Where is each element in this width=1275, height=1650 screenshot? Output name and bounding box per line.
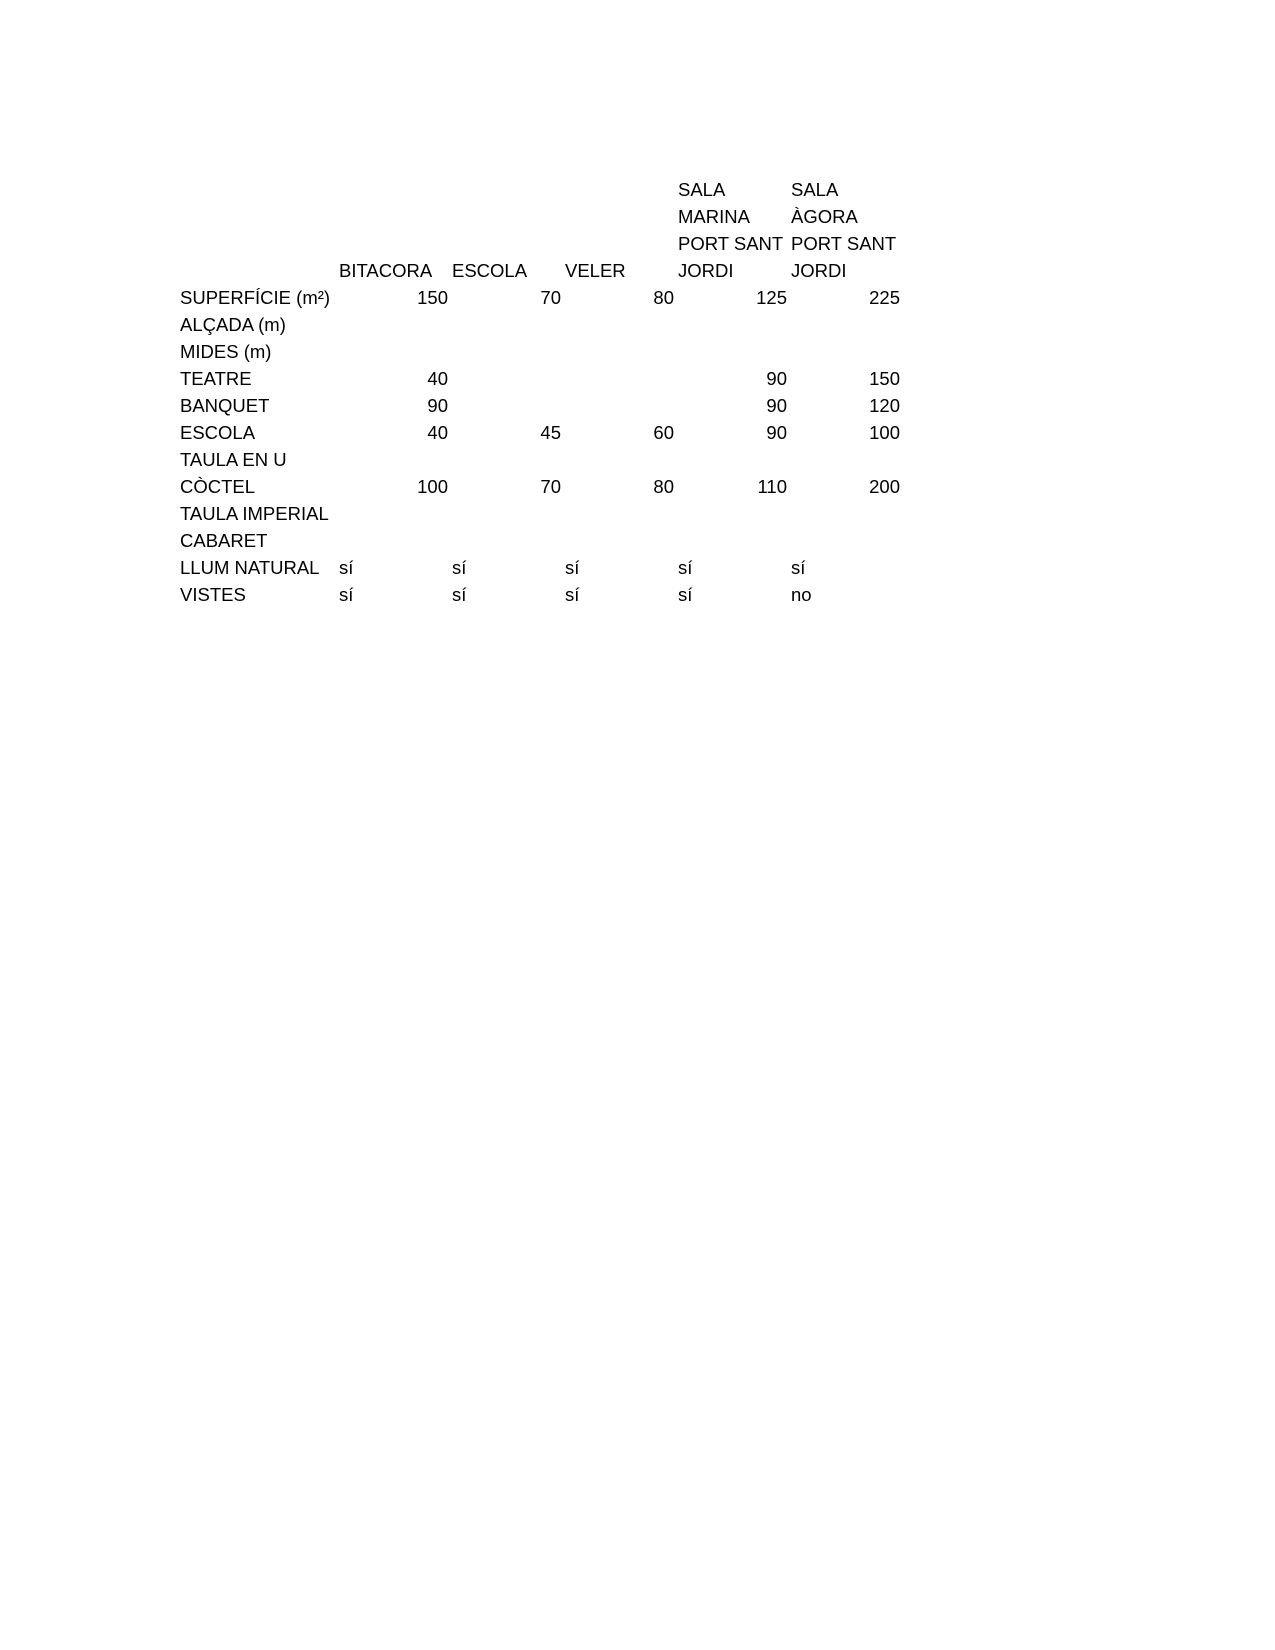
table-row — [180, 419, 904, 446]
table-cell — [791, 500, 904, 527]
table-cell: 70 — [540, 476, 561, 497]
table-cell: 90 — [427, 395, 448, 416]
table-row — [180, 581, 904, 608]
table-cell — [339, 338, 452, 365]
table-cell: sí — [565, 584, 580, 605]
column-header-line: PORT SANT — [678, 233, 784, 254]
table-cell: 125 — [756, 287, 787, 308]
table-cell — [452, 311, 565, 338]
table-cell — [452, 500, 565, 527]
column-header-line: ÀGORA — [791, 206, 858, 227]
row-label: TAULA EN U — [180, 449, 287, 470]
row-label: TAULA IMPERIAL — [180, 503, 329, 524]
table-row — [180, 338, 904, 365]
table-cell: sí — [339, 557, 354, 578]
table-cell: sí — [791, 557, 806, 578]
table-cell — [565, 446, 678, 473]
row-label: ESCOLA — [180, 422, 256, 443]
table-cell — [452, 527, 565, 554]
table-body — [180, 284, 904, 608]
table-cell: 100 — [869, 422, 900, 443]
column-header-line: PORT SANT — [791, 233, 897, 254]
table-cell — [339, 500, 452, 527]
table-cell: 40 — [427, 368, 448, 389]
table-cell — [791, 527, 904, 554]
table-cell — [565, 365, 678, 392]
table-cell — [565, 311, 678, 338]
table-cell — [791, 446, 904, 473]
row-label: VISTES — [180, 584, 246, 605]
table-cell — [452, 338, 565, 365]
table-cell: 90 — [766, 368, 787, 389]
table-cell — [339, 446, 452, 473]
table-row — [180, 527, 904, 554]
spreadsheet-page — [180, 176, 904, 608]
table-cell — [791, 311, 904, 338]
table-cell — [678, 338, 791, 365]
row-label: MIDES (m) — [180, 341, 272, 362]
table-cell — [452, 365, 565, 392]
column-header-line: ESCOLA — [452, 260, 528, 281]
header-row — [180, 176, 904, 284]
corner-cell — [180, 176, 339, 284]
table-row — [180, 311, 904, 338]
column-header-line: SALA — [791, 179, 839, 200]
column-header-line: BITACORA — [339, 260, 433, 281]
column-header-line: JORDI — [678, 260, 734, 281]
column-header-line: JORDI — [791, 260, 847, 281]
table-cell: 45 — [540, 422, 561, 443]
table-cell: 120 — [869, 395, 900, 416]
table-cell: sí — [452, 584, 467, 605]
table-cell — [791, 338, 904, 365]
table-cell: 80 — [653, 287, 674, 308]
table-cell: 200 — [869, 476, 900, 497]
rooms-capacity-table — [180, 176, 904, 608]
row-label: CÒCTEL — [180, 476, 256, 497]
table-cell: 110 — [757, 476, 787, 497]
column-header — [339, 176, 452, 284]
column-header — [565, 176, 678, 284]
table-cell: sí — [678, 557, 693, 578]
table-cell: 100 — [417, 476, 448, 497]
table-cell: sí — [565, 557, 580, 578]
table-cell: sí — [339, 584, 354, 605]
table-cell — [565, 338, 678, 365]
table-cell — [452, 446, 565, 473]
table-cell — [565, 527, 678, 554]
table-cell — [678, 500, 791, 527]
table-cell: 60 — [653, 422, 674, 443]
table-row — [180, 500, 904, 527]
table-cell: 150 — [869, 368, 900, 389]
table-cell — [678, 446, 791, 473]
table-cell — [678, 311, 791, 338]
table-cell — [452, 392, 565, 419]
table-cell: 70 — [540, 287, 561, 308]
table-cell: 225 — [869, 287, 900, 308]
column-header — [678, 176, 791, 284]
table-cell — [565, 500, 678, 527]
table-cell: 150 — [417, 287, 448, 308]
row-label: SUPERFÍCIE (m²) — [180, 287, 331, 308]
table-cell: sí — [452, 557, 467, 578]
table-cell — [339, 527, 452, 554]
column-header — [452, 176, 565, 284]
table-cell: no — [791, 584, 812, 605]
row-label: CABARET — [180, 530, 268, 551]
table-cell: 40 — [427, 422, 448, 443]
table-cell: 90 — [766, 395, 787, 416]
table-cell: sí — [678, 584, 693, 605]
table-row — [180, 284, 904, 311]
table-row — [180, 446, 904, 473]
table-cell — [565, 392, 678, 419]
column-header-line: MARINA — [678, 206, 750, 227]
table-row — [180, 473, 904, 500]
table-cell — [339, 311, 452, 338]
table-cell — [678, 527, 791, 554]
table-row — [180, 554, 904, 581]
table-cell: 90 — [766, 422, 787, 443]
row-label: ALÇADA (m) — [180, 314, 286, 335]
table-cell: 80 — [653, 476, 674, 497]
row-label: TEATRE — [180, 368, 252, 389]
row-label: BANQUET — [180, 395, 270, 416]
column-header-line: SALA — [678, 179, 726, 200]
table-row — [180, 392, 904, 419]
column-header — [791, 176, 904, 284]
row-label: LLUM NATURAL — [180, 557, 320, 578]
table-row — [180, 365, 904, 392]
column-header-line: VELER — [565, 260, 626, 281]
